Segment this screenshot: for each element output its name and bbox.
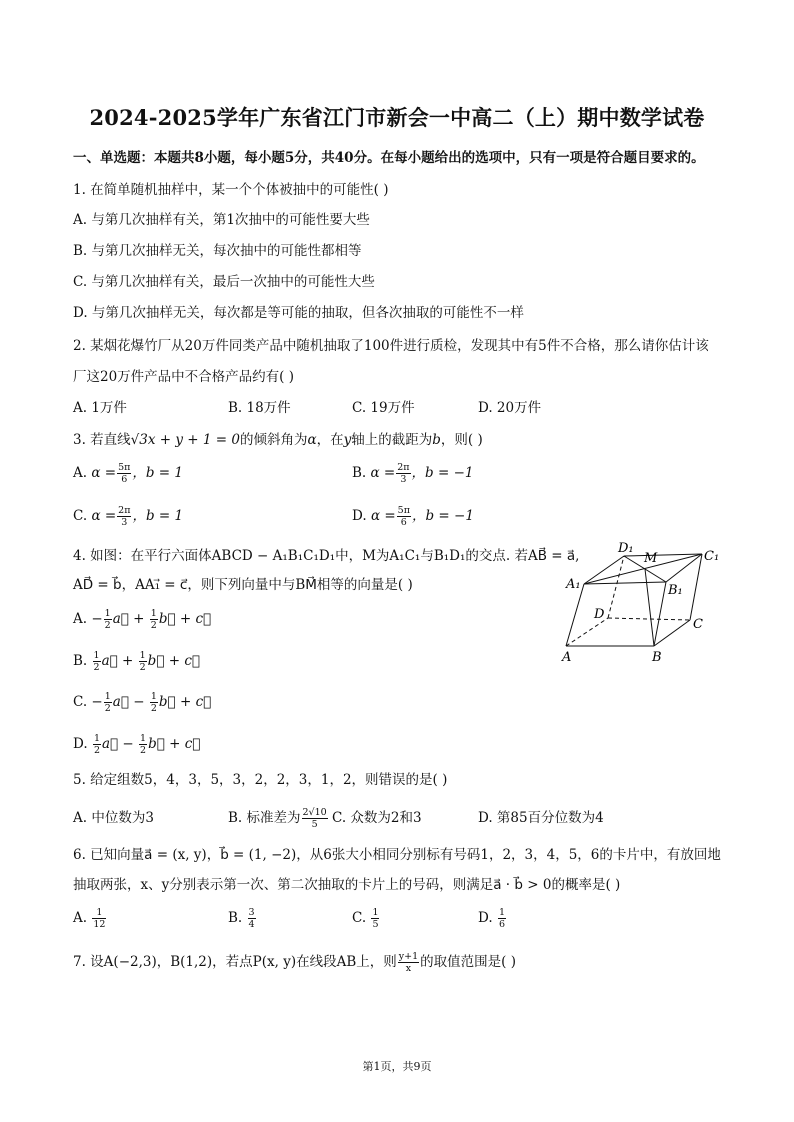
label-a: A — [562, 650, 572, 665]
q5-b-den: 5 — [311, 819, 318, 830]
q3-stem-end: ，则( ) — [440, 432, 483, 448]
q6-a-num: 1 — [92, 907, 106, 919]
q3-d-pre: α = — [370, 508, 396, 524]
q3-option-a — [73, 461, 183, 485]
diagonal-a1-c1 — [584, 554, 702, 584]
label-a1: A₁ — [566, 577, 581, 592]
q3-option-d — [352, 504, 474, 528]
q5-option-c: C. 众数为2和3 — [332, 810, 422, 826]
q4-d-op2: + — [164, 736, 185, 752]
q7-fraction — [398, 951, 419, 974]
q3-stem-mid: 的倾斜角为 — [239, 432, 308, 448]
q4-option-c — [73, 691, 211, 714]
q4-b-frac1-num: 1 — [93, 650, 100, 661]
edge-a1-d1 — [584, 556, 624, 584]
q5-option-d: D. 第85百分位数为4 — [478, 810, 604, 826]
label-b1: B₁ — [668, 583, 683, 598]
q4-a-frac2-den: 2 — [150, 620, 157, 631]
q4-b-label: B. — [73, 653, 92, 669]
edge-d1-c1 — [624, 554, 702, 556]
q6-d-fraction — [498, 907, 506, 930]
q7-frac-num: y+1 — [398, 951, 419, 962]
q3-b-post: ，b = −1 — [411, 465, 474, 481]
q4-b-vec-a: a⃗ — [101, 653, 118, 669]
q4-c-op1: − — [128, 694, 149, 710]
q4-a-frac1 — [104, 608, 112, 631]
q4-c-vec-b: b⃗ — [158, 694, 176, 710]
q4-a-label: A. − — [73, 611, 103, 627]
q6-option-a — [73, 907, 107, 930]
q6-d-num: 1 — [498, 907, 505, 918]
q6-d-label: D. — [478, 910, 493, 926]
label-d1: D₁ — [618, 541, 634, 556]
q4-c-frac2-den: 2 — [150, 703, 157, 714]
q2-option-a: A. 1万件 — [73, 400, 127, 416]
q4-d-vec-b: b⃗ — [148, 736, 165, 752]
q4-a-op1: + — [128, 611, 149, 627]
edge-b1-a1 — [584, 582, 666, 584]
q3-b-pre: α = — [370, 465, 396, 481]
q4-c-frac1-den: 2 — [104, 703, 111, 714]
q4-c-frac2-num: 1 — [150, 691, 157, 702]
q3-b-label: B. — [352, 465, 367, 481]
q4-d-vec-a: a⃗ — [101, 736, 119, 752]
q4-a-vec-b: b⃗ — [158, 611, 176, 627]
q4-b-frac1 — [93, 650, 101, 673]
page-title: 2024-2025学年广东省江门市新会一中高二（上）期中数学试卷 — [89, 105, 705, 130]
q6-option-d — [478, 907, 507, 930]
q4-d-frac1 — [93, 733, 101, 756]
q4-stem-line1: 4. 如图：在平行六面体ABCD − A₁B₁C₁D₁中，M为A₁C₁与B₁D₁的交点. 若AB⃗ = a⃗, — [73, 548, 580, 564]
q3-stem-pre: 3. 若直线 — [73, 432, 131, 448]
q3-option-b — [352, 461, 473, 485]
label-b: B — [652, 650, 662, 665]
q7-stem-end: 的取值范围是( ) — [420, 954, 516, 970]
q4-c-frac2 — [150, 691, 158, 714]
q3-c-label: C. — [73, 508, 88, 524]
q3-c-pre: α = — [91, 508, 117, 524]
q3-equation: √3x + y + 1 = 0 — [130, 432, 240, 448]
edge-c-c1 — [690, 554, 702, 620]
q3-b-num: 2π — [397, 462, 410, 473]
q4-a-frac2-num: 1 — [150, 608, 157, 619]
q6-b-num: 3 — [248, 907, 255, 918]
q1-option-a: A. 与第几次抽样有关，第1次抽中的可能性要大些 — [73, 212, 370, 228]
q3-b-fraction — [396, 462, 410, 485]
q4-a-op2: + — [175, 611, 196, 627]
q3-d-num: 5π — [397, 505, 410, 516]
q3-stem-mid3: 轴上的截距为 — [351, 432, 433, 448]
q6-a-fraction — [92, 907, 106, 930]
q3-d-label: D. — [352, 508, 367, 524]
q3-y: y — [343, 432, 352, 448]
q4-b-frac1-den: 2 — [93, 662, 100, 673]
q3-a-label: A. — [73, 465, 88, 481]
q1-stem: 1. 在简单随机抽样中，某一个个体被抽中的可能性( ) — [73, 182, 389, 198]
q6-c-fraction — [371, 907, 379, 930]
q3-d-fraction — [397, 505, 411, 528]
q2-stem-line2: 厂这20万件产品中不合格产品约有( ) — [73, 369, 295, 385]
q3-b: b — [432, 432, 441, 448]
q6-option-c — [352, 907, 380, 930]
q4-b-vec-c: c⃗ — [184, 653, 200, 669]
edge-a-a1 — [566, 584, 584, 646]
q4-d-frac1-num: 1 — [93, 733, 100, 744]
q3-c-post: ，b = 1 — [132, 508, 184, 524]
q6-c-num: 1 — [372, 907, 379, 918]
q6-d-den: 6 — [498, 919, 505, 930]
q4-d-label: D. — [73, 736, 92, 752]
q3-b-den: 3 — [400, 474, 407, 485]
q6-stem-line2: 抽取两张，x、y分别表示第一次、第二次抽取的卡片上的号码，则满足a⃗ · b⃗ > 0的概率是( ) — [73, 877, 621, 893]
q5-b-num: 2√10 — [302, 807, 327, 818]
q6-a-den: 12 — [93, 919, 106, 930]
label-d: D — [594, 607, 605, 622]
q6-b-fraction — [248, 907, 256, 930]
q4-b-op1: + — [117, 653, 138, 669]
q4-a-vec-a: a⃗ — [112, 611, 129, 627]
q5-b-fraction — [302, 807, 328, 830]
q4-stem-line2: AD⃗ = b⃗，AA₁⃗ = c⃗，则下列向量中与BM⃗相等的向量是( ) — [73, 577, 413, 593]
q2-stem-line1: 2. 某烟花爆竹厂从20万件同类产品中随机抽取了100件进行质检，发现其中有5件不合格，那么请你估计该 — [73, 338, 709, 354]
q3-a-fraction — [117, 462, 131, 485]
q4-c-frac1 — [104, 691, 112, 714]
edge-d-c — [608, 618, 690, 620]
page-footer: 第1页，共9页 — [362, 1060, 432, 1073]
q4-option-a — [73, 608, 211, 631]
q1-option-c: C. 与第几次抽样有关，最后一次抽中的可能性大些 — [73, 274, 375, 290]
q4-a-frac1-den: 2 — [104, 620, 111, 631]
q4-c-vec-a: a⃗ — [112, 694, 129, 710]
q6-a-label: A. — [73, 910, 88, 926]
segment-b-m — [645, 569, 654, 646]
q5-option-a: A. 中位数为3 — [73, 810, 154, 826]
q4-d-frac2-den: 2 — [140, 745, 147, 756]
q4-b-frac2-num: 1 — [139, 650, 146, 661]
q5-stem: 5. 给定组数5，4，3，5，3，2，2，3，1，2，则错误的是( ) — [73, 772, 448, 788]
q3-a-pre: α = — [91, 465, 117, 481]
q3-stem-mid2: ，在 — [316, 432, 344, 448]
q3-alpha: α — [307, 432, 317, 448]
q3-a-den: 6 — [121, 474, 128, 485]
q4-a-vec-c: c⃗ — [195, 611, 212, 627]
edge-b-b1 — [654, 582, 666, 646]
q3-d-post: ，b = −1 — [411, 508, 474, 524]
q1-option-d: D. 与第几次抽样无关，每次都是等可能的抽取，但各次抽取的可能性不一样 — [73, 305, 524, 321]
q7-stem-pre: 7. 设A(−2,3)，B(1,2)，若点P(x, y)在线段AB上，则 — [73, 954, 397, 970]
edge-b-c — [654, 620, 690, 646]
q4-c-op2: + — [175, 694, 196, 710]
q4-d-frac2-num: 1 — [140, 733, 147, 744]
q3-a-post: ，b = 1 — [132, 465, 183, 481]
parallelepiped-figure — [556, 538, 726, 668]
q4-c-vec-c: c⃗ — [195, 694, 212, 710]
q3-d-den: 6 — [400, 517, 407, 528]
q3-c-den: 3 — [121, 517, 128, 528]
label-m: M — [644, 551, 658, 566]
q3-option-c — [73, 504, 183, 528]
q3-c-fraction — [117, 505, 131, 528]
q7-frac-den: x — [405, 963, 412, 974]
q4-b-op2: + — [164, 653, 185, 669]
q4-b-vec-b: b⃗ — [147, 653, 165, 669]
q5-b-pre: B. 标准差为 — [228, 810, 301, 826]
q3-c-num: 2π — [118, 505, 131, 516]
q2-option-c: C. 19万件 — [352, 400, 415, 416]
q4-b-frac2-den: 2 — [139, 662, 146, 673]
q3-a-num: 5π — [118, 462, 131, 473]
q7-stem — [73, 950, 516, 974]
q6-c-label: C. — [352, 910, 367, 926]
q3-stem — [73, 428, 483, 448]
q4-option-b — [73, 650, 200, 673]
q5-option-b — [228, 806, 329, 830]
q6-b-label: B. — [228, 910, 243, 926]
q4-d-frac1-den: 2 — [93, 745, 100, 756]
q4-d-vec-c: c⃗ — [184, 736, 201, 752]
q4-d-frac2 — [139, 733, 147, 756]
q6-b-den: 4 — [248, 919, 255, 930]
section-heading: 一、单选题：本题共8小题，每小题5分，共40分。在每小题给出的选项中，只有一项是符合题目要求的。 — [73, 150, 705, 166]
q4-d-op1: − — [118, 736, 139, 752]
label-c: C — [693, 617, 703, 632]
q1-option-b: B. 与第几次抽样无关，每次抽中的可能性都相等 — [73, 243, 362, 259]
q4-b-frac2 — [139, 650, 147, 673]
label-c1: C₁ — [704, 549, 720, 564]
q4-c-frac1-num: 1 — [104, 691, 111, 702]
edge-a-d — [566, 618, 608, 646]
q4-option-d — [73, 733, 200, 756]
q4-a-frac1-num: 1 — [104, 608, 111, 619]
q6-stem-line1: 6. 已知向量a⃗ = (x, y)，b⃗ = (1, −2)，从6张大小相同分别标有号码1，2，3，4，5，6的卡片中，有放回地 — [73, 847, 721, 863]
q4-a-frac2 — [150, 608, 158, 631]
q6-option-b — [228, 907, 257, 930]
q2-option-b: B. 18万件 — [228, 400, 291, 416]
q2-option-d: D. 20万件 — [478, 400, 542, 416]
q6-c-den: 5 — [372, 919, 379, 930]
q4-c-label: C. − — [73, 694, 103, 710]
